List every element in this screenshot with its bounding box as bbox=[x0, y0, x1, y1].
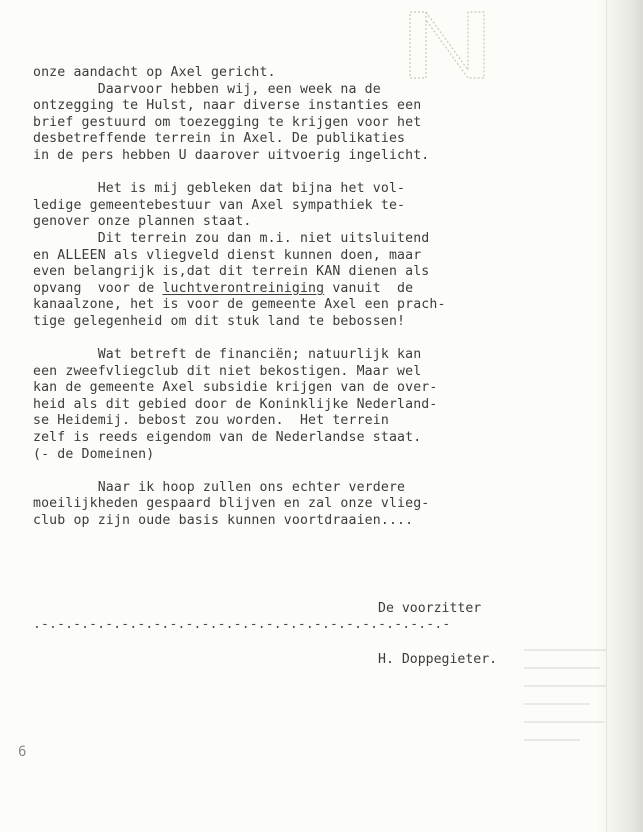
signature-block bbox=[378, 566, 497, 702]
letter-line: opvang voor de luchtverontreiniging vanuit de bbox=[33, 280, 414, 296]
signature-name: H. Doppegieter. bbox=[378, 652, 498, 667]
letter-line: onze aandacht op Axel gericht. bbox=[33, 65, 276, 80]
dashed-divider: .-.-.-.-.-.-.-.-.-.-.-.-.-.-.-.-.-.-.-.-.-.-.-.-.-.- bbox=[33, 617, 451, 632]
letter-line: even belangrijk is,dat dit terrein KAN dienen als bbox=[33, 264, 430, 280]
letter-line: kan de gemeente Axel subsidie krijgen van de over- bbox=[33, 380, 438, 396]
letter-line: heid als dit gebied door de Koninklijke Nederland- bbox=[33, 396, 438, 412]
page-number: 6 bbox=[18, 744, 27, 760]
paragraph-gap bbox=[33, 463, 553, 480]
underlined-phrase: luchtverontreiniging bbox=[162, 280, 325, 296]
letter-line: moeilijkheden gespaard blijven en zal onze vlieg- bbox=[33, 496, 430, 512]
letter-line: Dit terrein zou dan m.i. niet uitsluitend bbox=[33, 230, 430, 246]
letter-line: en ALLEEN als vliegveld dienst kunnen doen, maar bbox=[33, 247, 422, 263]
letter-line: desbetreffende terrein in Axel. De publikaties bbox=[33, 131, 406, 147]
paragraph-gap bbox=[33, 165, 553, 182]
letter-line: in de pers hebben U daarover uitvoerig ingelicht. bbox=[33, 147, 430, 163]
letter-line: ledige gemeentebestuur van Axel sympathiek te- bbox=[33, 197, 406, 213]
letter-line: Wat betreft de financiën; natuurlijk kan bbox=[33, 347, 422, 363]
letter-line: kanaalzone, het is voor de gemeente Axel een prach- bbox=[33, 297, 446, 313]
letter-body bbox=[33, 65, 553, 530]
letter-line: genover onze plannen staat. bbox=[33, 214, 252, 230]
paragraph-gap bbox=[33, 331, 553, 348]
letter-line: Naar ik hoop zullen ons echter verdere bbox=[33, 479, 406, 495]
letter-line: tige gelegenheid om dit stuk land te bebossen! bbox=[33, 313, 406, 329]
letter-line: Het is mij gebleken dat bijna het vol- bbox=[33, 181, 406, 197]
letter-line: een zweefvliegclub dit niet bekostigen. Maar wel bbox=[33, 363, 422, 379]
bleed-through-text bbox=[520, 640, 610, 760]
letter-line: zelf is reeds eigendom van de Nederlandse staat. bbox=[33, 430, 422, 446]
letter-line: se Heidemij. bebost zou worden. Het terrein bbox=[33, 413, 389, 429]
letter-line: club op zijn oude basis kunnen voortdraaien.... bbox=[33, 513, 414, 529]
signature-role: De voorzitter bbox=[378, 601, 482, 616]
letter-line: brief gestuurd om toezegging te krijgen voor het bbox=[33, 114, 422, 130]
letter-line: (- de Domeinen) bbox=[33, 446, 155, 462]
letter-line: Daarvoor hebben wij, een week na de bbox=[33, 81, 381, 97]
letter-line: ontzegging te Hulst, naar diverse instanties een bbox=[33, 98, 422, 114]
